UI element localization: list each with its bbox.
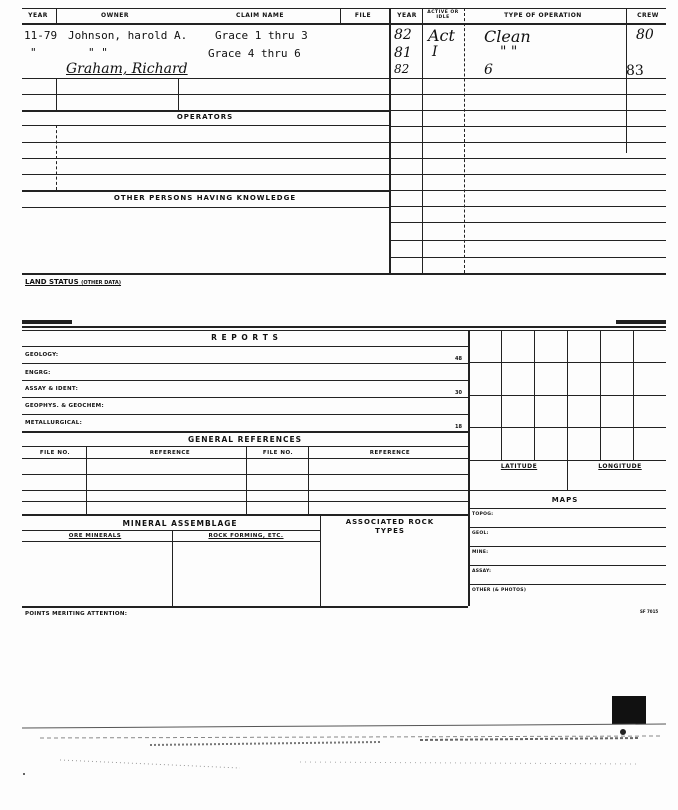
general-references-title: GENERAL REFERENCES (188, 435, 302, 444)
divider (320, 514, 321, 606)
col-file: FILE (354, 12, 372, 19)
row-rule (22, 346, 468, 347)
points-meriting-attention: POINTS MERITING ATTENTION: (25, 611, 128, 617)
scan-artifacts (0, 690, 678, 800)
activity-row-2-year: 81 (394, 45, 412, 61)
report-engrg: ENGRG: (25, 370, 51, 376)
activity-row-3-crew: 83 (626, 63, 644, 79)
report-metallurgical: METALLURGICAL: (25, 420, 83, 426)
col-type-operation: TYPE OF OPERATION (504, 12, 582, 19)
row-rule (22, 490, 468, 491)
row-rule (389, 78, 666, 79)
row-rule (22, 380, 468, 381)
owner-row-2-owner: " " (88, 46, 108, 59)
row-rule (468, 508, 666, 509)
divider (422, 8, 423, 273)
owner-row-3-owner: Graham, Richard (66, 61, 188, 77)
row-rule (22, 78, 389, 79)
maps-title: MAPS (551, 496, 579, 504)
reports-title: R E P O R T S (211, 333, 279, 342)
ref-col-reference-2: REFERENCE (369, 450, 411, 456)
other-persons-title: OTHER PERSONS HAVING KNOWLEDGE (113, 194, 297, 202)
center-divider (389, 8, 391, 273)
activity-row-1-type: Clean (484, 27, 531, 46)
ref-col-file-no-2: FILE NO. (262, 450, 294, 456)
top-border (22, 8, 666, 9)
row-rule (22, 94, 389, 95)
row-rule (389, 142, 666, 143)
activity-row-1-status: Act (428, 26, 455, 45)
divider (464, 8, 465, 273)
map-mine: MINE: (472, 550, 489, 555)
longitude-label: LONGITUDE (598, 463, 642, 470)
row-rule (22, 474, 468, 475)
map-other: OTHER (& PHOTOS) (472, 588, 527, 593)
row-rule (389, 110, 666, 111)
row-rule (389, 158, 666, 159)
row-rule (22, 530, 320, 531)
row-rule (389, 190, 666, 191)
row-rule (22, 363, 468, 364)
divider (56, 78, 57, 110)
row-rule (22, 501, 468, 502)
row-rule (389, 240, 666, 241)
grid-h (468, 460, 666, 461)
owner-row-1-owner: Johnson, harold A. (68, 29, 188, 42)
operators-rule (22, 110, 389, 112)
divider (56, 125, 57, 190)
activity-row-3-type: 6 (484, 62, 493, 78)
other-persons-rule (22, 190, 389, 192)
grid-h (468, 490, 666, 491)
map-topog: TOPOG: (472, 512, 494, 517)
divider (308, 446, 309, 514)
divider (172, 530, 173, 606)
row-rule (468, 527, 666, 528)
ref-col-file-no: FILE NO. (39, 450, 71, 456)
owner-row-1-claim: Grace 1 thru 3 (215, 29, 308, 42)
report-geology-code: 48 (455, 356, 462, 362)
row-rule (22, 142, 389, 143)
row-rule (468, 546, 666, 547)
reports-top-rule (22, 326, 666, 328)
row-rule (22, 446, 468, 447)
bottom-rule (22, 606, 468, 608)
map-assay: ASSAY: (472, 569, 492, 574)
activity-row-2-status: I (432, 44, 438, 60)
land-status-label: LAND STATUS (OTHER DATA) (25, 278, 122, 286)
ref-col-reference: REFERENCE (149, 450, 191, 456)
associated-rock-types-title: ASSOCIATED ROCK TYPES (345, 518, 435, 535)
col-owner: OWNER (101, 12, 129, 19)
activity-row-3-year: 82 (394, 62, 410, 76)
report-metallurgical-code: 18 (455, 424, 462, 430)
latitude-label: LATITUDE (500, 463, 538, 470)
divider (340, 8, 341, 24)
row-rule (22, 541, 320, 542)
row-rule (389, 94, 666, 95)
col-claim-name: CLAIM NAME (236, 12, 284, 19)
divider (86, 446, 87, 514)
row-rule (22, 207, 389, 208)
divider (178, 78, 179, 110)
owner-row-2-claim: Grace 4 thru 6 (208, 47, 301, 60)
divider (626, 8, 627, 153)
row-rule (22, 174, 389, 175)
reports-top-rule-2 (22, 330, 666, 331)
divider (56, 8, 57, 24)
map-geol: GEOL: (472, 531, 489, 536)
form-code: SF 7015 (640, 609, 659, 614)
report-geology: GEOLOGY: (25, 352, 59, 358)
report-assay-code: 30 (455, 390, 462, 396)
grid-h (468, 427, 666, 428)
row-rule (22, 397, 468, 398)
corner-bar-right (616, 320, 666, 324)
activity-row-1-year: 82 (394, 27, 412, 43)
owner-row-1-year: 11-79 (24, 29, 58, 42)
row-rule (22, 125, 389, 126)
rock-forming-col: ROCK FORMING, ETC. (208, 533, 284, 539)
row-rule (389, 222, 666, 223)
row-rule (389, 126, 666, 127)
divider (246, 446, 247, 514)
report-assay: ASSAY & IDENT: (25, 386, 79, 392)
activity-row-1-crew: 80 (636, 27, 654, 43)
mineral-assemblage-title: MINERAL ASSEMBLAGE (122, 519, 238, 528)
ore-minerals-col: ORE MINERALS (68, 533, 122, 539)
grid-h (468, 362, 666, 363)
col-active-idle: ACTIVE OR IDLE (427, 10, 459, 20)
report-geophys: GEOPHYS. & GEOCHEM: (25, 403, 104, 409)
activity-row-2-type: " " (500, 44, 518, 60)
grid-v (567, 330, 568, 490)
col-year-2: YEAR (397, 12, 417, 19)
row-rule (468, 584, 666, 585)
col-year: YEAR (28, 12, 48, 19)
top-table-bottom (22, 273, 666, 275)
operators-title: OPERATORS (176, 113, 234, 121)
header-rule (22, 23, 666, 25)
corner-bar-left (22, 320, 72, 324)
row-rule (22, 458, 468, 459)
row-rule (22, 431, 468, 433)
owner-row-2-year: " (30, 46, 37, 59)
row-rule (22, 414, 468, 415)
grid-h (468, 395, 666, 396)
row-rule (22, 514, 468, 516)
row-rule (468, 565, 666, 566)
row-rule (22, 158, 389, 159)
col-crew: CREW (637, 12, 659, 19)
row-rule (389, 206, 666, 207)
row-rule (389, 174, 666, 175)
row-rule (389, 257, 666, 258)
